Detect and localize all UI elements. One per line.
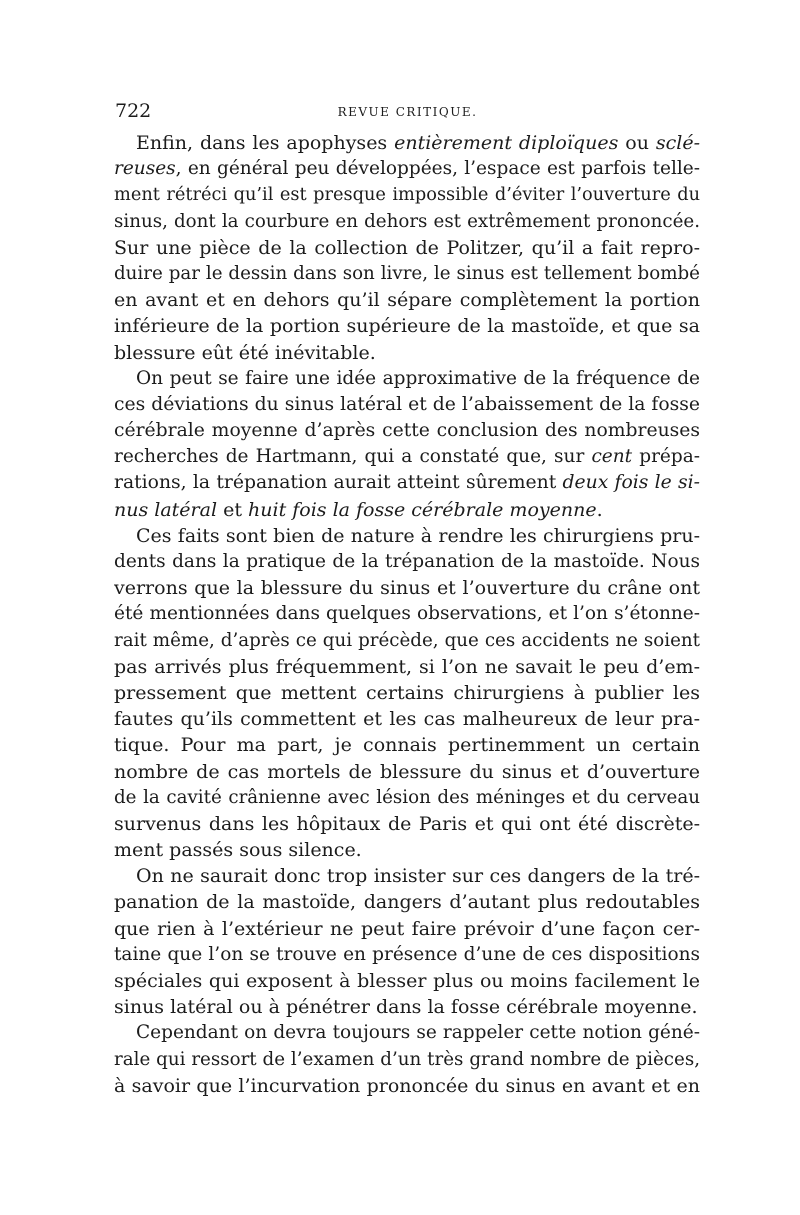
text-run: de la cavité crânienne avec lésion des méninges et du cerveau <box>114 786 700 808</box>
italic-text: deux fois le si- <box>562 472 700 494</box>
text-run: On peut se faire une idée approximative de la fréquence de <box>136 367 700 389</box>
text-run: en avant et en dehors qu’il sépare complètement la portion <box>114 289 700 312</box>
text-run: , en général peu développées, l’espace est parfois telle- <box>175 158 700 180</box>
text-run: que rien à l’extérieur ne peut faire prévoir d’une façon cer- <box>114 917 700 940</box>
italic-text: sclé- <box>655 132 700 154</box>
text-line <box>114 182 700 208</box>
text-line <box>114 706 700 732</box>
text-run: sinus latéral ou à pénétrer dans la fosse cérébrale moyenne. <box>114 996 698 1019</box>
text-line <box>114 418 700 444</box>
text-run: tique. Pour ma part, je connais pertinemment un certain <box>114 734 700 757</box>
text-run: sinus, dont la courbure en dehors est extrêmement prononcée. <box>114 210 700 232</box>
text-line <box>114 523 700 549</box>
text-line <box>114 575 700 601</box>
text-line <box>114 942 700 968</box>
page-number: 722 <box>115 100 152 122</box>
running-head <box>115 96 700 126</box>
italic-text: nus latéral <box>114 498 218 521</box>
text-line <box>114 968 700 994</box>
text-run: pressement que mettent certains chirurgiens à publier les <box>114 681 700 704</box>
text-line <box>114 994 700 1020</box>
italic-text: huit fois la fosse cérébrale moyenne <box>248 498 597 521</box>
text-line <box>114 1073 700 1099</box>
text-line <box>114 549 700 575</box>
text-run: recherches de Hartmann, qui a constaté que, sur <box>114 446 592 468</box>
italic-text: cent <box>591 446 633 468</box>
paragraph <box>114 1020 700 1099</box>
text-run: verrons que la blessure du sinus et l’ouverture du crâne ont <box>114 577 700 600</box>
text-run: cérébrale moyenne d’après cette conclusion des nombreuses <box>114 420 700 442</box>
text-run: ces déviations du sinus latéral et de l’abaissement de la fosse <box>114 393 700 415</box>
text-run: et <box>217 498 249 521</box>
text-line <box>114 732 700 758</box>
text-run: . <box>596 498 603 521</box>
text-run: rations, la trépanation aurait atteint sûrement <box>114 472 563 494</box>
paragraph <box>114 863 700 1020</box>
text-run: rale qui ressort de l’examen d’un très grand nombre de pièces, <box>114 1048 700 1070</box>
text-run: survenus dans les hôpitaux de Paris et qui ont été discrète- <box>114 812 700 835</box>
text-run: Ces faits sont bien de nature à rendre les chirurgiens pru- <box>136 524 700 547</box>
text-line <box>114 366 700 392</box>
text-run: ment rétréci qu’il est presque impossible d’éviter l’ouverture du <box>114 185 700 206</box>
text-line <box>114 209 700 235</box>
italic-text: entièrement diploïques <box>394 132 619 154</box>
text-line <box>114 392 700 418</box>
text-run: prépa- <box>632 446 700 468</box>
text-run: duire par le dessin dans son livre, le sinus est tellement bombé <box>114 262 700 284</box>
text-run: taine que l’on se trouve en présence d’une de ces dispositions <box>114 943 700 965</box>
text-line <box>114 470 700 496</box>
text-line <box>114 628 700 654</box>
text-run: panation de la mastoïde, dangers d’autant plus redoutables <box>114 891 700 914</box>
body-text <box>114 130 700 1099</box>
text-run: été mentionnées dans quelques observations, et l’on s’étonne- <box>114 603 700 625</box>
text-run: dents dans la pratique de la trépanation de la mastoïde. Nous <box>114 551 700 572</box>
running-title: REVUE CRITIQUE. <box>337 105 478 119</box>
text-run: à savoir que l’incurvation prononcée du sinus en avant et en <box>114 1074 700 1097</box>
text-run: pas arrivés plus fréquemment, si l’on ne savait le peu d’em- <box>114 655 700 678</box>
text-run: spéciales qui exposent à blesser plus ou moins facilement le <box>114 970 700 992</box>
italic-text: reuses <box>114 158 176 180</box>
text-line <box>114 340 700 366</box>
text-line <box>114 235 700 261</box>
text-run: On ne saurait donc trop insister sur ces dangers de la tré- <box>136 865 700 888</box>
text-run: Enfin, dans les apophyses <box>136 132 395 154</box>
paragraph <box>114 523 700 863</box>
text-line <box>114 497 700 523</box>
text-line <box>114 680 700 706</box>
text-line <box>114 130 700 156</box>
text-run: nombre de cas mortels de blessure du sinus et d’ouverture <box>114 760 700 783</box>
text-line <box>114 916 700 942</box>
text-line <box>114 759 700 785</box>
text-line <box>114 444 700 470</box>
text-line <box>114 811 700 837</box>
text-run: Cependant on devra toujours se rappeler cette notion géné- <box>136 1022 700 1044</box>
text-line <box>114 261 700 287</box>
text-run: ment passés sous silence. <box>114 839 362 862</box>
text-line <box>114 1020 700 1046</box>
paragraph <box>114 130 700 366</box>
paragraph <box>114 366 700 523</box>
text-line <box>114 156 700 182</box>
text-run: fautes qu’ils commettent et les cas malheureux de leur pra- <box>114 708 700 731</box>
text-run: inférieure de la portion supérieure de la mastoïde, et que sa <box>114 315 700 338</box>
text-run: ou <box>618 132 656 154</box>
text-line <box>114 287 700 313</box>
text-run: rait même, d’après ce qui précède, que ces accidents ne soient <box>114 629 700 651</box>
text-line <box>114 313 700 339</box>
text-line <box>114 863 700 889</box>
text-line <box>114 785 700 811</box>
text-line <box>114 654 700 680</box>
text-line <box>114 837 700 863</box>
text-line <box>114 601 700 627</box>
text-run: blessure eût été inévitable. <box>114 341 376 364</box>
text-line <box>114 1047 700 1073</box>
text-line <box>114 889 700 915</box>
text-run: Sur une pièce de la collection de Politzer, qu’il a fait repro- <box>114 236 700 259</box>
